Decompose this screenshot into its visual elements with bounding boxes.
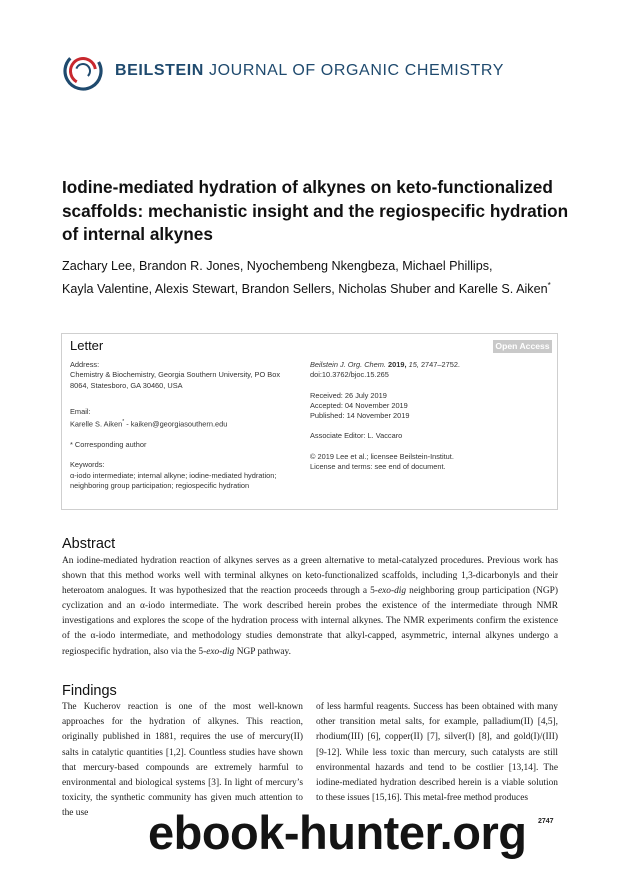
findings-paragraph-2: of less harmful reagents. Success has been obtained with many other transition metal salts, for example, palladium(II) [4,5], rhodium(III) [6], copper(II) [7], silver(I) [8], and gold(I)/(III) [9-12]. While less toxic than mercury, such catalysts are still environmental hazards and tend to be costlier [13,14]. The iodine-mediated hydration described herein is a viable solution to these issues [15,16]. This metal-free method produces <box>316 702 558 804</box>
authors-line-2-text: Kayla Valentine, Alexis Stewart, Brandon Sellers, Nicholas Shuber and Karelle S. Aiken <box>62 282 548 297</box>
author-list <box>62 256 582 299</box>
email-address[interactable]: - kaiken@georgiasouthern.edu <box>124 419 228 429</box>
findings-column-1 <box>62 700 303 822</box>
doi-link[interactable]: doi:10.3762/bjoc.15.265 <box>310 370 389 380</box>
citation-volume: 15, <box>406 360 419 369</box>
authors-line-1: Zachary Lee, Brandon R. Jones, Nyochembeng Nkengbeza, Michael Phillips, <box>62 259 493 273</box>
findings-paragraph-1: The Kucherov reaction is one of the most well-known approaches for the hydration of alkynes. This reaction, originally published in 1881, requires the use of mercury(II) salts in catalytic quantities [1,2]. Countless studies have shown that mercury-based compounds are extremely harmful to environmental and biological systems [3]. In light of mercury’s toxicity, the synthetic community has given much attention to the use <box>62 702 303 819</box>
journal-name-bold: BEILSTEIN <box>115 62 204 79</box>
email-name: Karelle S. Aiken <box>70 419 123 429</box>
email-label: Email: <box>70 406 91 416</box>
authors-line-2 <box>62 276 582 299</box>
abstract-text <box>62 554 558 660</box>
corresponding-author-note: * Corresponding author <box>70 439 147 449</box>
citation-pages: 2747–2752. <box>418 360 460 369</box>
abstract-part-3: NGP pathway. <box>234 646 291 657</box>
keywords-label: Keywords: <box>70 460 105 470</box>
copyright: © 2019 Lee et al.; licensee Beilstein-Institut. <box>310 451 454 461</box>
abstract-heading: Abstract <box>62 536 116 552</box>
article-type-label: Letter <box>70 338 104 353</box>
abstract-part-2: neighboring group participation (NGP) cyclization and an α-iodo intermediate. The work described herein probes the existence of the intermediate through NMR investigations and explores the scope of the hydration process with internal alkynes. The NMR experiments confirm the existence of the α-iodo intermediate, and methodology studies demonstrate that alkyl-capped, asymmetric, internal alkynes undergo a regiospecific hydration, also via the 5- <box>62 586 558 657</box>
citation <box>310 360 555 370</box>
address: Chemistry & Biochemistry, Georgia Southern University, PO Box 8064, Statesboro, GA 30460, USA <box>70 370 281 390</box>
watermark: ebook-hunter.org <box>148 806 527 859</box>
journal-name-rest: JOURNAL OF ORGANIC CHEMISTRY <box>209 62 505 79</box>
keywords: α-iodo intermediate; internal alkyne; iodine-mediated hydration; neighboring group participation; regiospecific hydration <box>70 470 277 490</box>
journal-logo <box>62 50 104 92</box>
open-access-badge: Open Access <box>493 340 552 353</box>
page-number: 2747 <box>538 818 554 825</box>
accepted-date: Accepted: 04 November 2019 <box>310 400 408 410</box>
license-note: License and terms: see end of document. <box>310 462 446 472</box>
corresponding-mark: * <box>547 281 551 290</box>
published-date: Published: 14 November 2019 <box>310 411 410 421</box>
info-left-column <box>70 360 295 491</box>
associate-editor: Associate Editor: L. Vaccaro <box>310 431 403 441</box>
article-title: Iodine-mediated hydration of alkynes on keto-functionalized scaffolds: mechanistic insight and the regiospecific hydration of internal alkynes <box>62 177 569 244</box>
email-corresponding-mark: * <box>122 419 125 426</box>
abstract-part-1: An iodine-mediated hydration reaction of alkynes serves as a green alternative to metal-catalyzed procedures. Previous work has shown that this method works well with terminal alkynes on keto-functionalized scaffolds, including 1,3-dicarbonyls and their heteroatom analogues. It was hypothesized that the reaction proceeds through a 5- <box>62 556 558 597</box>
address-label: Address: <box>70 360 100 369</box>
citation-journal: Beilstein J. Org. Chem. <box>310 360 386 369</box>
citation-year: 2019, <box>386 360 407 369</box>
received-date: Received: 26 July 2019 <box>310 390 387 400</box>
abstract-exo-dig-2: exo-dig <box>206 646 235 657</box>
journal-name <box>115 62 504 80</box>
findings-column-2 <box>316 700 558 806</box>
abstract-exo-dig-1: exo-dig <box>377 586 407 597</box>
findings-heading: Findings <box>62 683 117 699</box>
email-line <box>70 417 295 430</box>
info-right-column <box>310 360 555 472</box>
